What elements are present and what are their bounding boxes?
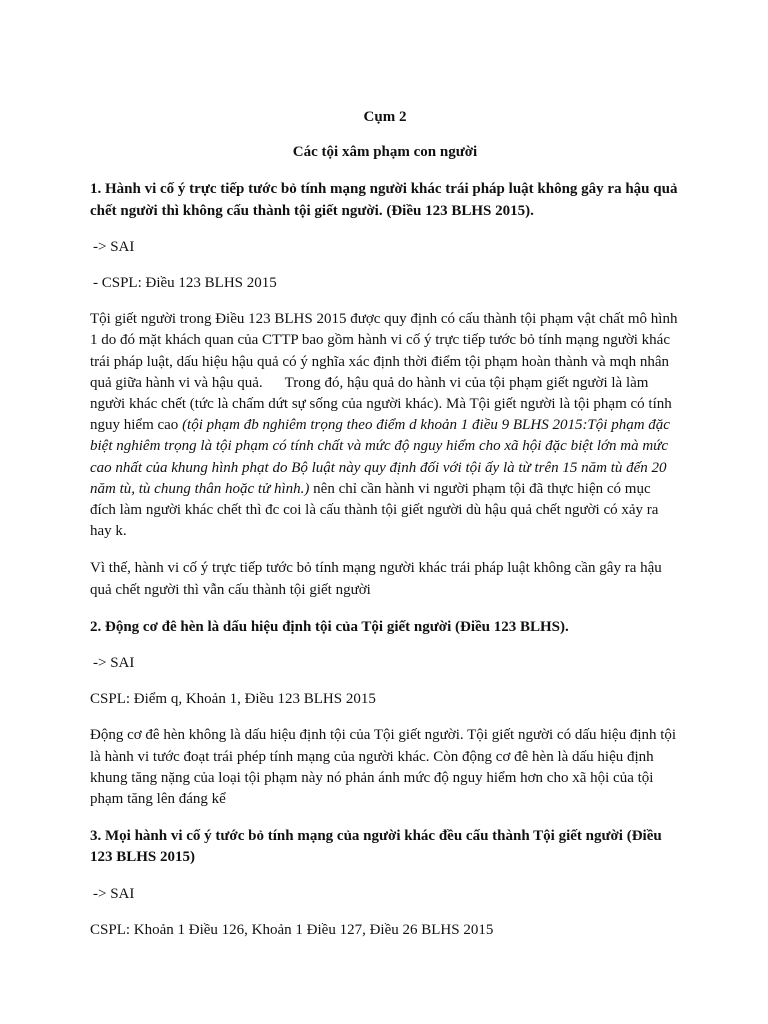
explanation-1-paragraph-2: Vì thế, hành vi cố ý trực tiếp tước bỏ tính mạng người khác trái pháp luật không cần gây ra hậu quả chết người thì vẫn cấu thành tội giết người (90, 560, 662, 598)
document-subtitle: Các tội xâm phạm con người (292, 144, 478, 161)
explanation-1-paragraph-1 (90, 309, 680, 542)
legal-basis-3: CSPL: Khoản 1 Điều 126, Khoản 1 Điều 127, Điều 26 BLHS 2015 (90, 921, 494, 938)
explanation-1-text-a: Tội giết người trong Điều 123 BLHS 2015 được quy định có cấu thành tội phạm vật chất mô hình 1 do đó mặt khách quan của CTTP bao gồm hành vi cố ý trực tiếp tước bỏ tính mạng người khác trái pháp luật, dấu hiệu hậu quả có ý nghĩa xác định thời điểm tội phạm hoàn thành và mqh nhân quả giữa hành vi và hậu quả. (90, 311, 678, 391)
legal-basis-2: CSPL: Điểm q, Khoản 1, Điều 123 BLHS 2015 (90, 691, 376, 708)
question-3: 3. Mọi hành vi cố ý tước bỏ tính mạng của người khác đều cấu thành Tội giết người (Điều 123 BLHS 2015) (90, 828, 662, 866)
explanation-2-paragraph-1: Động cơ đê hèn không là dấu hiệu định tội của Tội giết người. Tội giết người có dấu hiệu định tội là hành vi tước đoạt trái phép tính mạng của người khác. Còn động cơ đê hèn là dấu hiệu định khung tăng nặng của loại tội phạm này nó phản ánh mức độ nguy hiểm hơn cho xã hội của tội phạm tăng lên đáng kể (90, 727, 677, 808)
explanation-1-text-b: Trong đó, hậu quả do hành vi của tội phạm giết người là làm người khác chết (tức là chấm dứt sự sống của người khác). Mà Tội giết người là tội phạm có tính nguy hiểm cao (90, 374, 672, 434)
question-1: 1. Hành vi cố ý trực tiếp tước bỏ tính mạng người khác trái pháp luật không gây ra hậu quả chết người thì không cấu thành tội giết người. (Điều 123 BLHS 2015). (90, 181, 678, 219)
document-title: Cụm 2 (363, 109, 407, 125)
explanation-1-italic-note: (tội phạm đb nghiêm trọng theo điểm d khoản 1 điều 9 BLHS 2015:Tội phạm đặc biệt nghiêm trọng là tội phạm có tính chất và mức độ nguy hiểm cho xã hội đặc biệt lớn mà mức cao nhất của khung hình phạt do Bộ luật này quy định đối với tội ấy là từ trên 15 năm tù đến 20 năm tù, tù chung thân hoặc tử hình.) (90, 417, 670, 497)
explanation-1-text-c: nên chỉ cần hành vi người phạm tội đã thực hiện có mục đích làm người khác chết thì đc coi là cấu thành tội giết người dù hậu quả chết người có xảy ra hay k. (90, 480, 659, 540)
answer-3: -> SAI (93, 885, 135, 902)
document-page (90, 107, 680, 956)
answer-1: -> SAI (93, 238, 135, 255)
legal-basis-1: - CSPL: Điều 123 BLHS 2015 (93, 275, 277, 292)
answer-2: -> SAI (93, 655, 135, 672)
question-2: 2. Động cơ đê hèn là dấu hiệu định tội của Tội giết người (Điều 123 BLHS). (90, 618, 569, 635)
